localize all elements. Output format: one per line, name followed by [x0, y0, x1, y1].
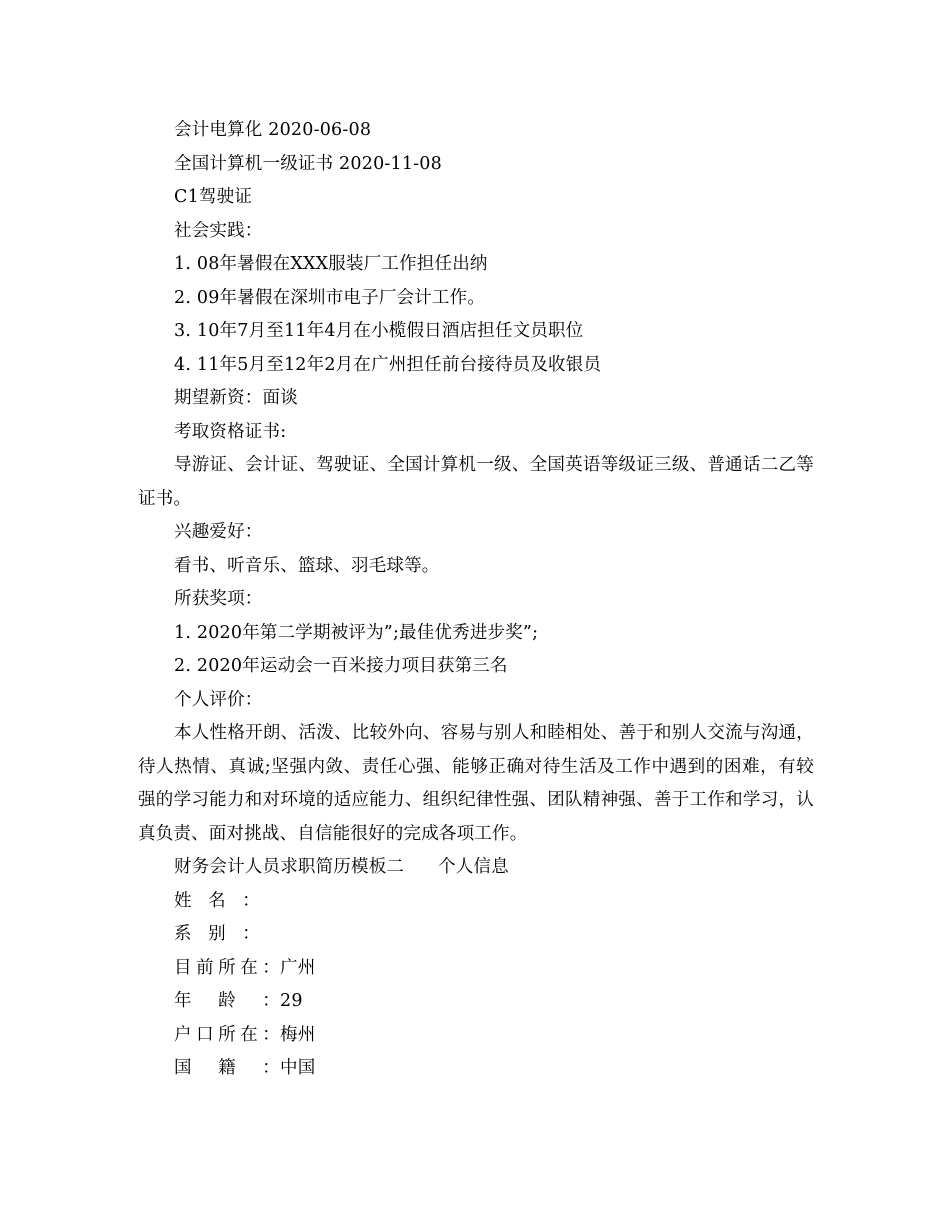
- field-value: 中国: [280, 1058, 316, 1078]
- field-current-location: [138, 952, 814, 986]
- evaluation-text: 本人性格开朗、活泼、比较外向、容易与别人和睦相处、善于和别人交流与沟通，待人热情、真诚;坚强内敛、责任心强、能够正确对待生活及工作中遇到的困难，有较强的学习能力和对环境的适应能力、组织纪律性强、团队精神强、善于工作和学习，认真负责、面对挑战、自信能很好的完成各项工作。: [138, 723, 814, 844]
- field-label: 年龄：: [174, 991, 280, 1011]
- evaluation-heading: 个人评价：: [174, 689, 263, 710]
- certificate-computer: 全国计算机一级证书 2020-11-08: [174, 153, 442, 174]
- certificate-accounting: 会计电算化 2020-06-08: [174, 120, 372, 140]
- awards-heading: 所获奖项：: [174, 589, 263, 609]
- practice-item: 4. 11年5月至12年2月在广州担任前台接待员及收银员: [174, 354, 602, 375]
- practice-item: 3. 10年7月至11年4月在小榄假日酒店担任文员职位: [174, 321, 584, 341]
- certificate-driving: C1驾驶证: [174, 187, 253, 207]
- field-value: 广州: [280, 957, 316, 978]
- qualification-heading: 考取资格证书:: [174, 421, 287, 442]
- template-title-row: [138, 851, 814, 885]
- field-label: 系别：: [174, 924, 260, 944]
- expected-salary: 期望新资：面谈: [174, 388, 298, 408]
- template-title: 财务会计人员求职简历模板二: [174, 857, 405, 877]
- award-item: 1. 2020年第二学期被评为”;最佳优秀进步奖”;: [174, 622, 539, 643]
- field-label: 户口所在：: [174, 1024, 280, 1045]
- hobbies-text: 看书、听音乐、篮球、羽毛球等。: [174, 555, 440, 576]
- award-item: 2. 2020年运动会一百米接力项目获第三名: [174, 656, 508, 676]
- qualification-text: 导游证、会计证、驾驶证、全国计算机一级、全国英语等级证三级、普通话二乙等证书。: [138, 455, 814, 509]
- field-label: 目前所在：: [174, 957, 280, 978]
- field-nationality: [138, 1052, 814, 1086]
- practice-heading: 社会实践：: [174, 220, 263, 241]
- practice-item: 1. 08年暑假在XXX服装厂工作担任出纳: [174, 254, 488, 274]
- personal-info-heading: 个人信息: [438, 857, 509, 877]
- field-value: 梅州: [280, 1024, 316, 1045]
- field-name: [138, 885, 814, 919]
- hobbies-heading: 兴趣爱好：: [174, 522, 263, 542]
- field-label: 国籍：: [174, 1058, 280, 1078]
- field-household-registration: [138, 1019, 814, 1053]
- field-age: [138, 985, 814, 1019]
- field-label: 姓名：: [174, 890, 260, 911]
- field-department: [138, 918, 814, 952]
- practice-item: 2. 09年暑假在深圳市电子厂会计工作。: [174, 287, 486, 308]
- resume-content: [138, 114, 814, 1086]
- field-value: 29: [280, 991, 303, 1011]
